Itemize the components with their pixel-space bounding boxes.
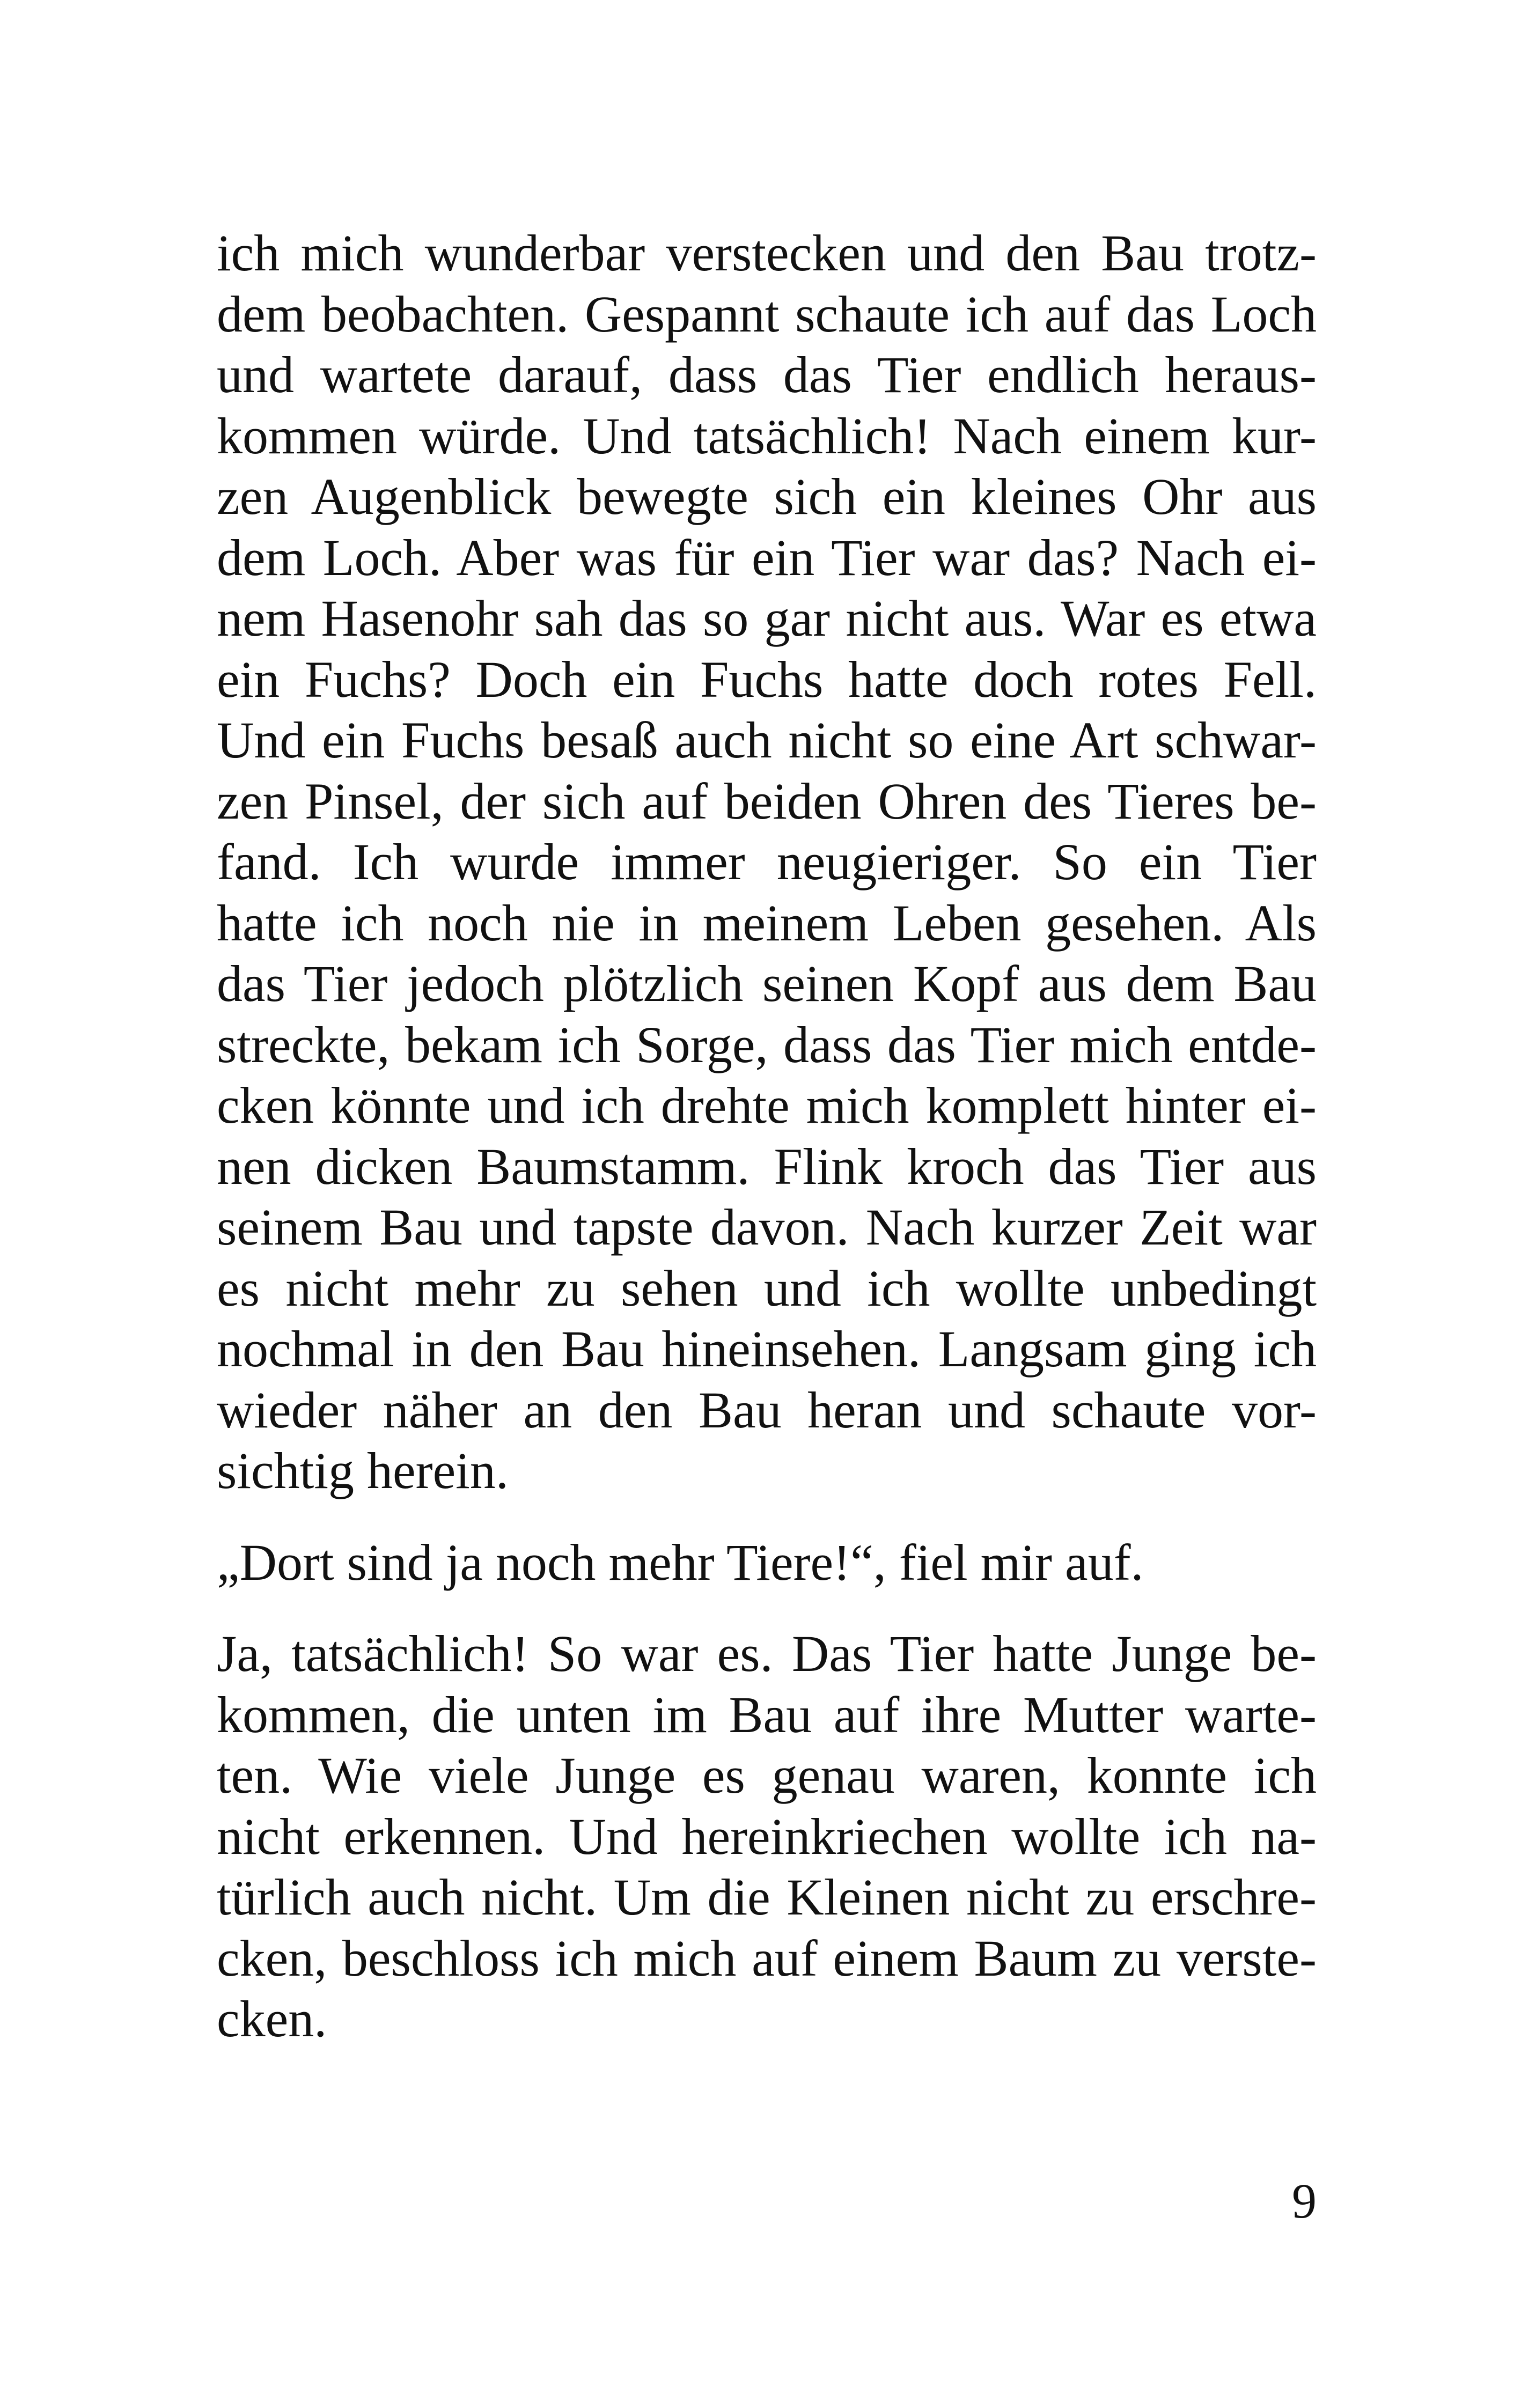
body-text (217, 223, 1317, 2050)
text-line: seinem Bau und tapste davon. Nach kurzer Zeit war (217, 1198, 1317, 1256)
text-line: cken könnte und ich drehte mich komplett hinter ei- (217, 1077, 1317, 1134)
text-line: „Dort sind ja noch mehr Tiere!“, fiel mir auf. (217, 1533, 1144, 1591)
text-line: es nicht mehr zu sehen und ich wollte unbedingt (217, 1259, 1317, 1317)
text-line: cken. (217, 1990, 327, 2048)
text-line: kommen würde. Und tatsächlich! Nach einem kur- (217, 407, 1317, 465)
text-line: kommen, die unten im Bau auf ihre Mutter warte- (217, 1685, 1317, 1743)
text-line: und wartete darauf, dass das Tier endlich heraus- (217, 346, 1317, 403)
text-line: zen Pinsel, der sich auf beiden Ohren des Tieres be- (217, 772, 1317, 830)
text-line: ein Fuchs? Doch ein Fuchs hatte doch rotes Fell. (217, 650, 1317, 708)
text-line: cken, beschloss ich mich auf einem Baum zu verste- (217, 1929, 1317, 1987)
text-line: Ja, tatsächlich! So war es. Das Tier hatte Junge be- (217, 1625, 1317, 1682)
page-number: 9 (1292, 2174, 1317, 2228)
text-line: dem beobachten. Gespannt schaute ich auf das Loch (217, 285, 1317, 343)
text-line: dem Loch. Aber was für ein Tier war das? Nach ei- (217, 528, 1317, 586)
text-line: wieder näher an den Bau heran und schaute vor- (217, 1381, 1317, 1439)
text-line: zen Augenblick bewegte sich ein kleines Ohr aus (217, 468, 1317, 525)
text-line: fand. Ich wurde immer neugieriger. So ein Tier (217, 833, 1317, 890)
text-line: ich mich wunderbar verstecken und den Bau trotz- (217, 224, 1317, 282)
paragraph-2 (217, 1532, 1317, 1593)
text-line: nochmal in den Bau hineinsehen. Langsam ging ich (217, 1320, 1317, 1378)
text-line: Und ein Fuchs besaß auch nicht so eine Art schwar- (217, 711, 1317, 769)
text-line: nicht erkennen. Und hereinkriechen wollte ich na- (217, 1807, 1317, 1865)
text-line: nen dicken Baumstamm. Flink kroch das Tier aus (217, 1137, 1317, 1195)
text-line: streckte, bekam ich Sorge, dass das Tier mich entde- (217, 1015, 1317, 1073)
paragraph-1 (217, 223, 1317, 1501)
text-line: nem Hasenohr sah das so gar nicht aus. War es etwa (217, 590, 1317, 647)
text-line: sichtig herein. (217, 1442, 509, 1499)
text-line: ten. Wie viele Junge es genau waren, konnte ich (217, 1747, 1317, 1804)
text-line: das Tier jedoch plötzlich seinen Kopf aus dem Bau (217, 955, 1317, 1012)
paragraph-3 (217, 1623, 1317, 2050)
text-line: hatte ich noch nie in meinem Leben gesehen. Als (217, 894, 1317, 952)
text-line: türlich auch nicht. Um die Kleinen nicht zu erschre- (217, 1868, 1317, 1926)
